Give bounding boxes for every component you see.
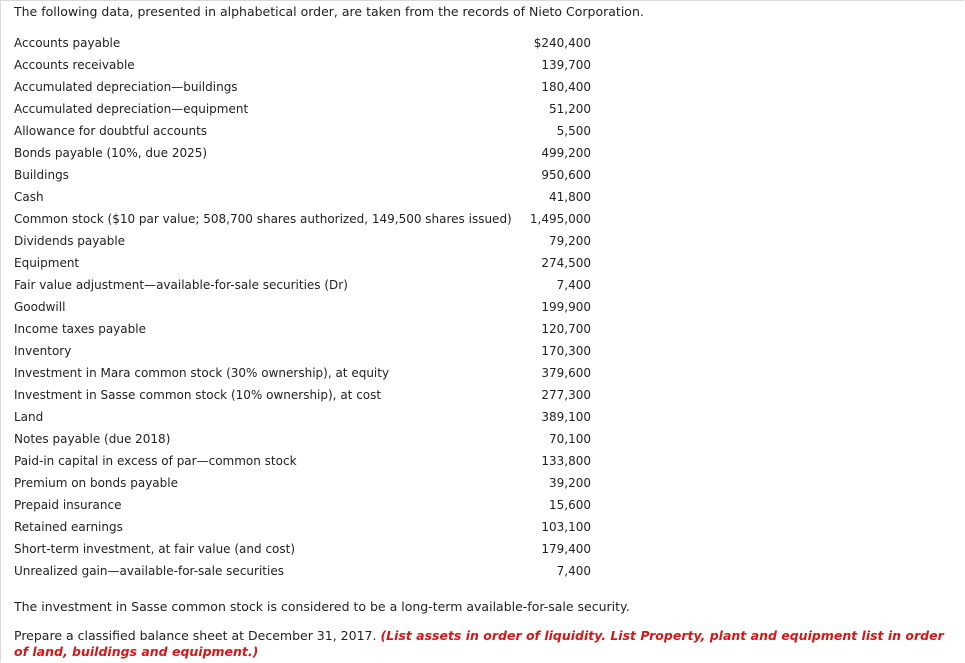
account-label: Premium on bonds payable	[14, 476, 178, 490]
account-label: Investment in Sasse common stock (10% ownership), at cost	[14, 388, 382, 402]
account-label: Prepaid insurance	[14, 498, 122, 512]
account-label: Common stock ($10 par value; 508,700 shares authorized, 149,500 shares issued)	[14, 212, 512, 226]
account-amount: 277,300	[541, 388, 591, 402]
table-row	[1, 450, 601, 472]
table-row	[1, 164, 601, 186]
table-row	[1, 98, 601, 120]
account-label: Goodwill	[14, 300, 66, 314]
accounts-table	[1, 32, 601, 582]
table-row	[1, 494, 601, 516]
note-text: The investment in Sasse common stock is considered to be a long-term available-for-sale security.	[14, 599, 630, 614]
table-row	[1, 318, 601, 340]
account-amount: 7,400	[556, 278, 591, 292]
account-label: Investment in Mara common stock (30% ownership), at equity	[14, 366, 390, 380]
table-row	[1, 120, 601, 142]
account-label: Notes payable (due 2018)	[14, 432, 171, 446]
table-row	[1, 472, 601, 494]
account-amount: 120,700	[541, 322, 591, 336]
account-amount: 389,100	[541, 410, 591, 424]
table-row	[1, 362, 601, 384]
account-label: Income taxes payable	[14, 322, 146, 336]
account-label: Allowance for doubtful accounts	[14, 124, 208, 138]
account-label: Unrealized gain—available-for-sale securities	[14, 564, 284, 578]
account-amount: 133,800	[541, 454, 591, 468]
account-amount: 103,100	[541, 520, 591, 534]
account-label: Equipment	[14, 256, 80, 270]
account-label: Land	[14, 410, 44, 424]
account-amount: $240,400	[533, 36, 591, 50]
table-row	[1, 428, 601, 450]
table-row	[1, 340, 601, 362]
account-label: Dividends payable	[14, 234, 126, 248]
account-amount: 70,100	[549, 432, 591, 446]
table-row	[1, 274, 601, 296]
account-amount: 5,500	[556, 124, 591, 138]
account-label: Retained earnings	[14, 520, 123, 534]
table-row	[1, 230, 601, 252]
table-row	[1, 252, 601, 274]
account-label: Accounts receivable	[14, 58, 135, 72]
table-row	[1, 516, 601, 538]
table-row	[1, 560, 601, 582]
account-label: Paid-in capital in excess of par—common stock	[14, 454, 297, 468]
table-row	[1, 296, 601, 318]
account-amount: 274,500	[541, 256, 591, 270]
account-label: Accumulated depreciation—equipment	[14, 102, 249, 116]
account-amount: 1,495,000	[529, 212, 591, 226]
account-amount: 379,600	[541, 366, 591, 380]
instruction-main: Prepare a classified balance sheet at December 31, 2017.	[14, 628, 377, 643]
account-amount: 199,900	[541, 300, 591, 314]
account-amount: 180,400	[541, 80, 591, 94]
table-row	[1, 538, 601, 560]
table-row	[1, 54, 601, 76]
account-amount: 170,300	[541, 344, 591, 358]
instruction-emphasis: (List assets in order of liquidity. List Property, plant and equipment list in order of land, buildings and equipment.)	[14, 628, 944, 659]
table-row	[1, 406, 601, 428]
account-amount: 179,400	[541, 542, 591, 556]
intro-text: The following data, presented in alphabetical order, are taken from the records of Nieto Corporation.	[14, 4, 644, 19]
account-amount: 499,200	[541, 146, 591, 160]
table-row	[1, 208, 601, 230]
account-amount: 7,400	[556, 564, 591, 578]
account-amount: 950,600	[541, 168, 591, 182]
instruction-text	[14, 628, 959, 660]
account-label: Fair value adjustment—available-for-sale securities (Dr)	[14, 278, 348, 292]
account-amount: 51,200	[549, 102, 591, 116]
table-row	[1, 76, 601, 98]
account-label: Inventory	[14, 344, 72, 358]
account-label: Cash	[14, 190, 44, 204]
account-label: Accounts payable	[14, 36, 121, 50]
table-row	[1, 142, 601, 164]
account-amount: 139,700	[541, 58, 591, 72]
account-amount: 41,800	[549, 190, 591, 204]
account-amount: 15,600	[549, 498, 591, 512]
account-amount: 79,200	[549, 234, 591, 248]
table-row	[1, 186, 601, 208]
account-label: Short-term investment, at fair value (and cost)	[14, 542, 296, 556]
table-row	[1, 384, 601, 406]
account-label: Buildings	[14, 168, 69, 182]
account-amount: 39,200	[549, 476, 591, 490]
table-row	[1, 32, 601, 54]
account-label: Bonds payable (10%, due 2025)	[14, 146, 208, 160]
account-label: Accumulated depreciation—buildings	[14, 80, 238, 94]
